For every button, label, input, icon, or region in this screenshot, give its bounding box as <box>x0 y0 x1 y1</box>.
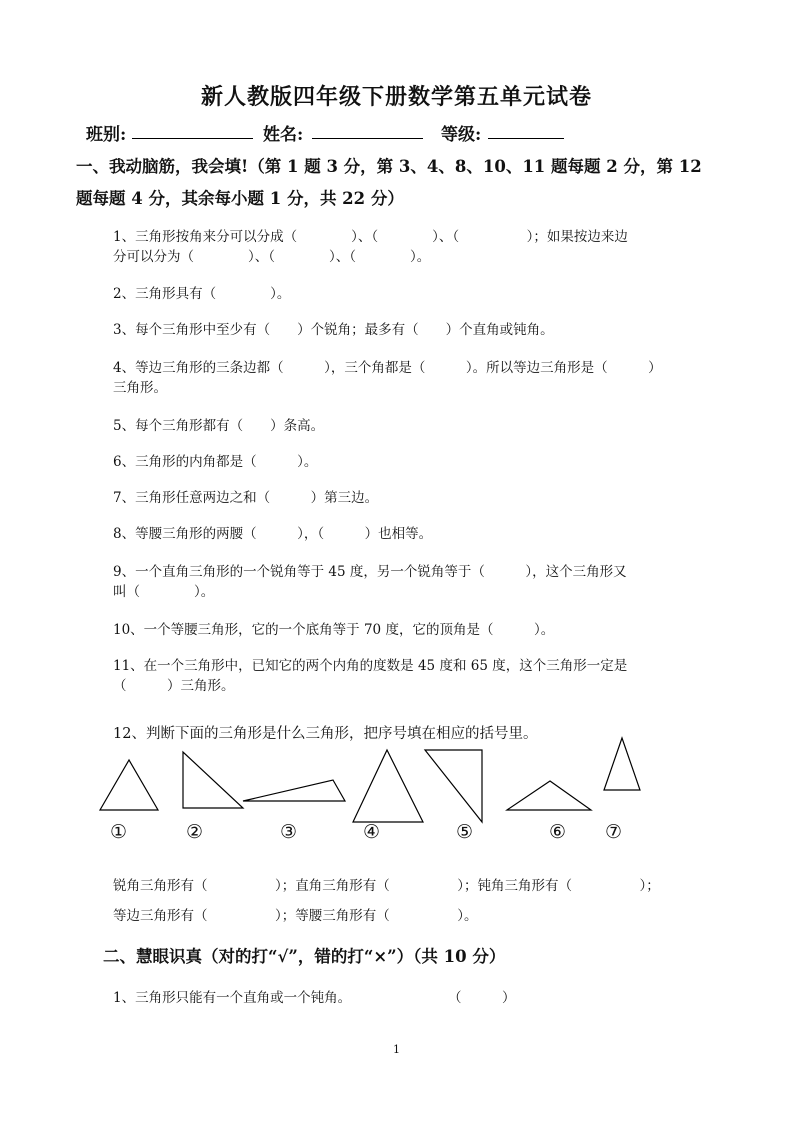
question-6: 6、三角形的内角都是（ ）。 <box>113 454 318 470</box>
triangle-5 <box>425 750 482 822</box>
triangle-4 <box>353 750 423 822</box>
section2-question-1: 1、三角形只能有一个直角或一个钝角。 <box>113 990 352 1006</box>
question-2: 2、三角形具有（ ）。 <box>113 286 291 302</box>
triangle-3 <box>243 780 345 801</box>
question-9: 9、一个直角三角形的一个锐角等于 45 度，另一个锐角等于（ ），这个三角形又 叫（ ）。 <box>113 564 627 600</box>
question-5: 5、每个三角形都有（ ）条高。 <box>113 418 325 434</box>
triangle-number-7: ⑦ <box>605 821 623 843</box>
question-7: 7、三角形任意两边之和（ ）第三边。 <box>113 490 379 506</box>
question-8: 8、等腰三角形的两腰（ ），（ ）也相等。 <box>113 526 433 542</box>
triangle-number-4: ④ <box>363 821 381 843</box>
triangle-number-1: ① <box>110 821 128 843</box>
triangle-number-6: ⑥ <box>549 821 567 843</box>
question-10: 10、一个等腰三角形，它的一个底角等于 70 度，它的顶角是（ ）。 <box>113 622 555 638</box>
question-3: 3、每个三角形中至少有（ ）个锐角；最多有（ ）个直角或钝角。 <box>113 322 554 338</box>
section2-heading: 二、慧眼识真（对的打“√”，错的打“×”）（共 10 分） <box>103 947 506 966</box>
triangle-6 <box>507 781 591 810</box>
answer-line-1: 锐角三角形有（ ）；直角三角形有（ ）；钝角三角形有（ ）； <box>113 878 660 894</box>
triangle-number-3: ③ <box>280 821 298 843</box>
grade-label: 等级: <box>441 125 482 145</box>
triangle-2 <box>183 752 243 808</box>
question-11: 11、在一个三角形中，已知它的两个内角的度数是 45 度和 65 度，这个三角形一定是 （ ）三角形。 <box>113 658 628 694</box>
section1-heading-line2: 题每题 4 分，其余每小题 1 分，共 22 分） <box>76 189 404 208</box>
page-title: 新人教版四年级下册数学第五单元试卷 <box>200 84 592 110</box>
answer-line-2: 等边三角形有（ ）；等腰三角形有（ ）。 <box>113 908 478 924</box>
section2-question-1-answer[interactable]: （ ） <box>448 990 516 1006</box>
question-1: 1、三角形按角来分可以分成（ ）、（ ）、（ ）；如果按边来边 分可以分为（ ）、（ ）、（ ）。 <box>113 229 628 265</box>
question-4: 4、等边三角形的三条边都（ ），三个角都是（ ）。所以等边三角形是（ ） 三角形。 <box>113 360 662 396</box>
triangle-number-5: ⑤ <box>456 821 474 843</box>
class-label: 班别: <box>86 125 127 145</box>
name-label: 姓名: <box>263 125 304 145</box>
triangle-number-2: ② <box>186 821 204 843</box>
question-12: 12、判断下面的三角形是什么三角形，把序号填在相应的括号里。 <box>113 726 538 742</box>
page-number: 1 <box>393 1043 400 1056</box>
triangle-7 <box>604 738 640 790</box>
section1-heading-line1: 一、我动脑筋，我会填!（第 1 题 3 分，第 3、4、8、10、11 题每题 2 分，第 12 <box>76 157 702 176</box>
triangle-1 <box>100 760 158 810</box>
